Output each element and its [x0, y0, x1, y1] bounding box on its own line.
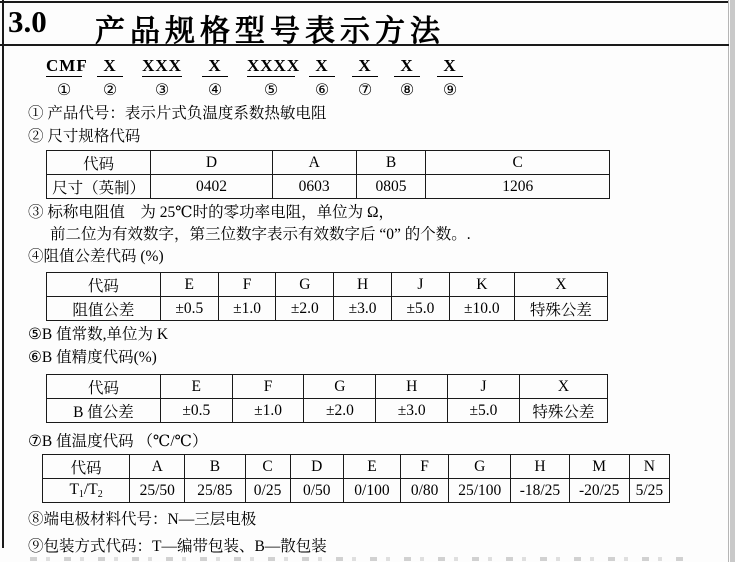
table-header-row — [47, 375, 608, 399]
value-cell: ±2.0 — [276, 297, 334, 321]
header-cell: X — [519, 375, 607, 399]
note-electrode-material-code: ⑧端电极材料代号：N—三层电极 — [28, 511, 257, 528]
segment-index: ⑨ — [442, 80, 458, 99]
value-cell: ±0.5 — [160, 297, 218, 321]
value-cell: 0/100 — [343, 479, 400, 503]
header-cell: G — [304, 375, 376, 399]
header-cell: J — [448, 375, 520, 399]
header-cell: A — [130, 455, 185, 479]
header-cell: B — [185, 455, 245, 479]
segment-index: ④ — [207, 80, 223, 99]
note-nominal-resistance: ③ 标称电阻值 为 25℃时的零功率电阻，单位为 Ω， — [28, 204, 394, 221]
value-cell: 0/50 — [290, 479, 343, 503]
header-cell: D — [151, 151, 273, 175]
header-cell: G — [449, 455, 511, 479]
value-cell: 特殊公差 — [519, 399, 607, 423]
table-row — [47, 399, 608, 423]
header-cell: K — [449, 273, 514, 297]
header-cell: E — [160, 273, 218, 297]
header-cell: C — [245, 455, 290, 479]
value-cell: 0/25 — [245, 479, 290, 503]
table-header-row — [43, 455, 670, 479]
model-code-segment — [247, 56, 301, 99]
value-cell: 25/50 — [130, 479, 185, 503]
section-number: 3.0 — [8, 4, 47, 39]
table-header-row — [47, 151, 610, 175]
value-cell: ±1.0 — [218, 297, 276, 321]
page-border-left — [2, 0, 4, 548]
header-cell: B — [356, 151, 426, 175]
segment-index: ① — [56, 80, 72, 99]
model-code-segment — [309, 56, 335, 99]
model-code-segment — [352, 56, 378, 99]
page-title: 产品规格型号表示方法 — [95, 15, 445, 48]
note-product-code: ① 产品代号：表示片式负温度系数热敏电阻 — [28, 105, 327, 122]
header-cell: A — [272, 151, 356, 175]
segment-code: X — [309, 56, 335, 77]
header-cell: C — [426, 151, 610, 175]
header-cell: E — [160, 375, 232, 399]
value-cell: 0402 — [151, 175, 273, 199]
value-cell: 25/85 — [185, 479, 245, 503]
note-b-precision-code: ⑥B 值精度代码(%) — [28, 349, 157, 366]
value-cell: ±2.0 — [304, 399, 376, 423]
value-cell: ±3.0 — [376, 399, 448, 423]
value-cell: 1206 — [426, 175, 610, 199]
note-resistance-tolerance-code: ④阻值公差代码 (%) — [28, 248, 164, 265]
header-cell: F — [232, 375, 304, 399]
value-cell: ±0.5 — [160, 399, 232, 423]
value-cell: 特殊公差 — [514, 297, 607, 321]
model-code-segment — [142, 56, 182, 99]
note-size-code: ② 尺寸规格代码 — [28, 128, 141, 145]
table-header-row — [47, 273, 608, 297]
segment-index: ② — [102, 80, 118, 99]
segment-code: X — [97, 56, 123, 77]
b-value-tolerance-table — [46, 374, 608, 423]
header-cell: 代码 — [47, 375, 161, 399]
value-cell: ±5.0 — [448, 399, 520, 423]
value-cell: 5/25 — [629, 479, 669, 503]
table-row — [47, 175, 610, 199]
segment-index: ⑥ — [314, 80, 330, 99]
value-cell: ±10.0 — [449, 297, 514, 321]
value-cell: ±5.0 — [392, 297, 450, 321]
b-temperature-code-table — [42, 454, 670, 503]
resistance-tolerance-table — [46, 272, 608, 321]
model-code-segment — [437, 56, 463, 99]
header-cell: H — [511, 455, 569, 479]
header-cell: E — [343, 455, 400, 479]
row-label-cell: 阻值公差 — [47, 297, 161, 321]
model-code-segment — [97, 56, 123, 99]
row-label-cell — [43, 479, 130, 503]
segment-index: ⑧ — [399, 80, 415, 99]
model-code-segment — [202, 56, 228, 99]
table-row — [43, 479, 670, 503]
value-cell: 0603 — [272, 175, 356, 199]
segment-code: CMF — [46, 56, 88, 75]
segment-code: X — [394, 56, 420, 77]
row-label-cell: B 值公差 — [47, 399, 161, 423]
value-cell: ±1.0 — [232, 399, 304, 423]
header-cell: J — [392, 273, 450, 297]
segment-code: X — [437, 56, 463, 77]
header-cell: 代码 — [47, 151, 151, 175]
header-cell: H — [334, 273, 392, 297]
segment-code: X — [352, 56, 378, 77]
segment-code: X — [202, 56, 228, 77]
segment-code: XXXX — [247, 56, 301, 75]
header-cell: F — [218, 273, 276, 297]
value-cell: 0805 — [356, 175, 426, 199]
header-cell: G — [276, 273, 334, 297]
segment-code: XXX — [142, 56, 182, 75]
size-code-table — [46, 150, 610, 199]
model-code-segment — [394, 56, 420, 99]
header-cell: 代码 — [43, 455, 130, 479]
row-label-cell: 尺寸（英制） — [47, 175, 151, 199]
page-border-right — [728, 0, 729, 562]
header-cell: F — [400, 455, 448, 479]
header-cell: M — [569, 455, 629, 479]
note-packaging-code: ⑨包装方式代码：T—编带包装、B—散包装 — [28, 538, 327, 555]
header-cell: 代码 — [47, 273, 161, 297]
segment-index: ③ — [154, 80, 170, 99]
table-row — [47, 297, 608, 321]
note-b-constant: ⑤B 值常数,单位为 K — [28, 326, 169, 343]
segment-index: ⑦ — [357, 80, 373, 99]
value-cell: 25/100 — [449, 479, 511, 503]
section-header — [0, 0, 729, 46]
model-code-segment — [46, 56, 88, 99]
value-cell: -20/25 — [569, 479, 629, 503]
value-cell: 0/80 — [400, 479, 448, 503]
header-cell: X — [514, 273, 607, 297]
value-cell: -18/25 — [511, 479, 569, 503]
model-code-diagram — [46, 56, 463, 99]
note-b-temperature-code: ⑦B 值温度代码 （℃/℃） — [28, 433, 208, 450]
note-nominal-resistance-cont: 前二位为有效数字，第三位数字表示有效数字后 “0” 的个数。. — [50, 226, 471, 243]
segment-index: ⑤ — [263, 80, 279, 99]
scan-artifact — [30, 557, 690, 561]
header-cell: H — [376, 375, 448, 399]
header-cell: D — [290, 455, 343, 479]
t1-t2-label: $T_1/T_2$ — [69, 481, 103, 500]
scan-edge — [730, 0, 735, 562]
value-cell: ±3.0 — [334, 297, 392, 321]
header-cell: N — [629, 455, 669, 479]
